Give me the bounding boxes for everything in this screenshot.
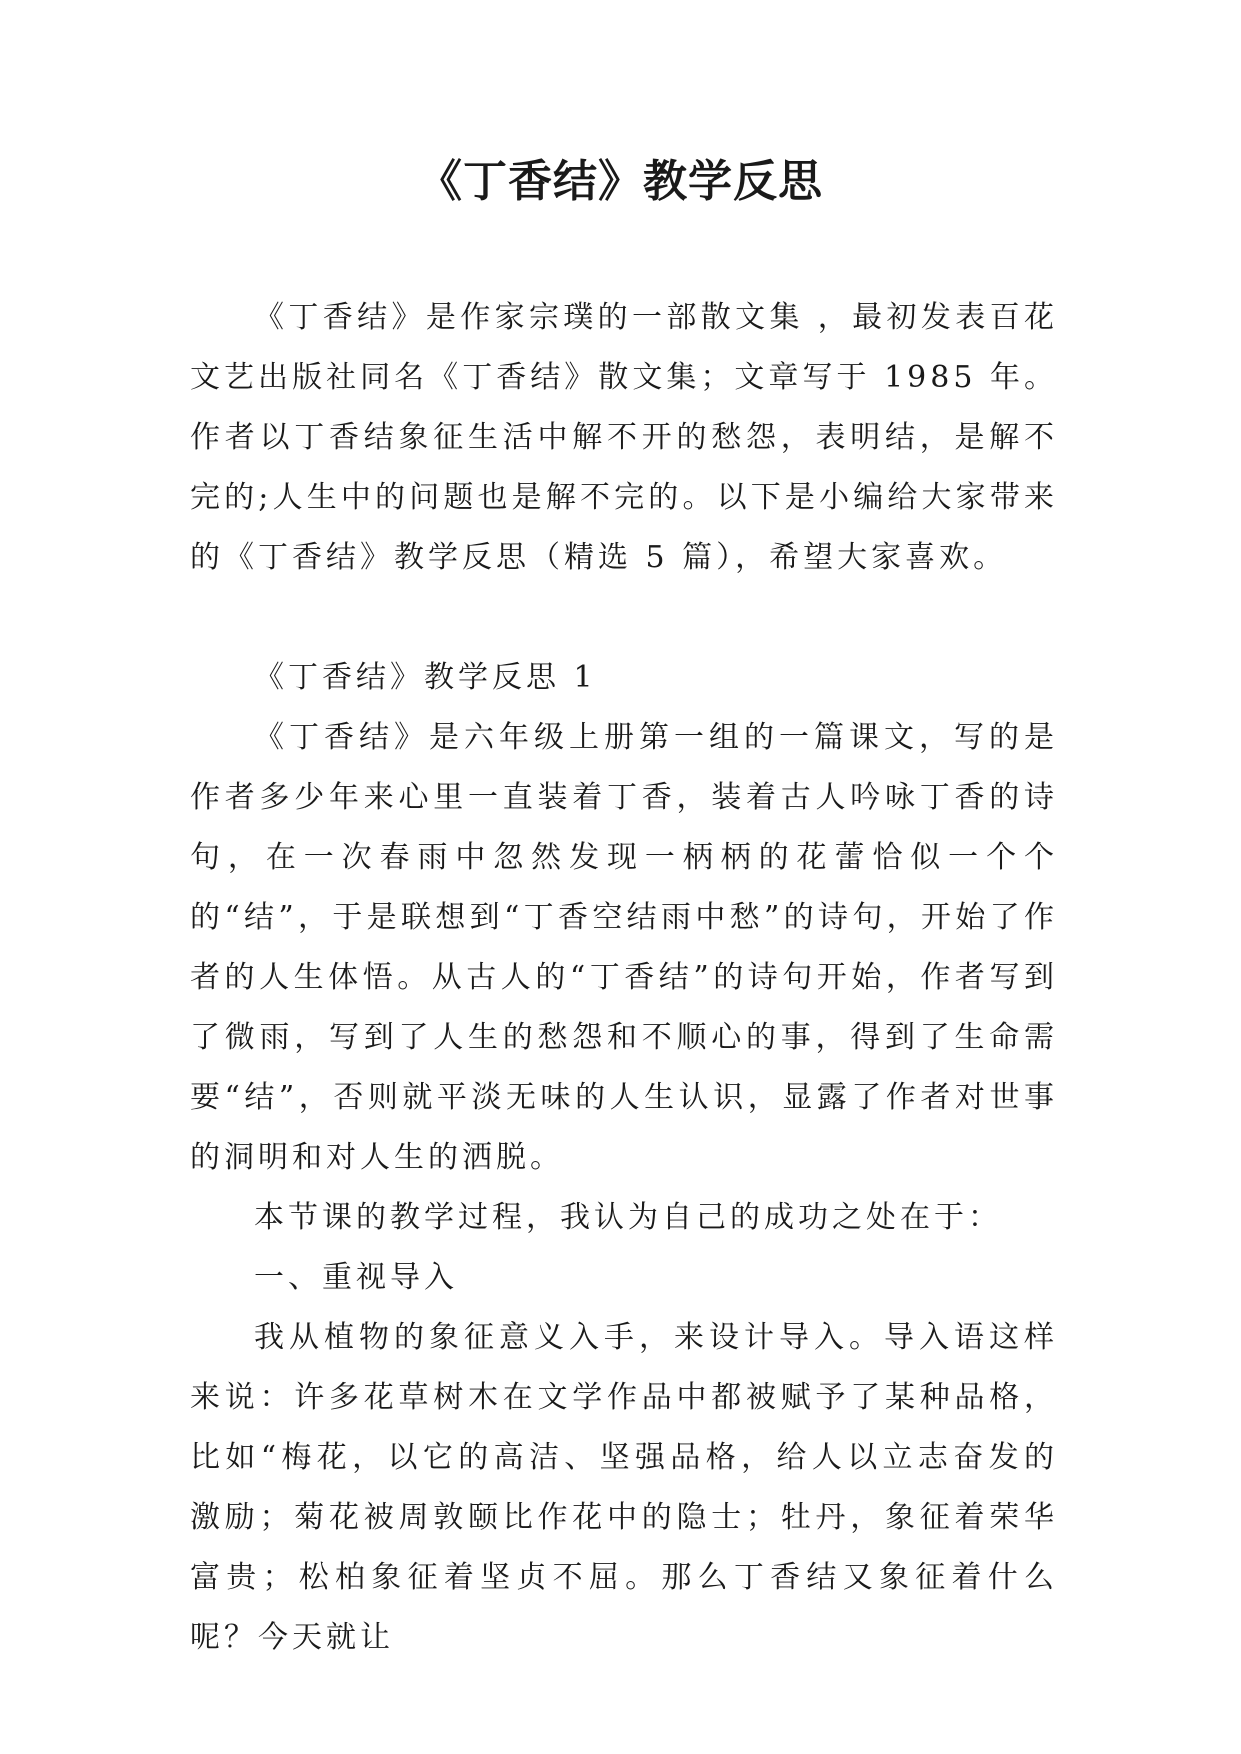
subheading-paragraph: 一、重视导入 xyxy=(254,1260,458,1295)
paragraph-spacer xyxy=(190,588,1058,648)
body-paragraph: 本节课的教学过程，我认为自己的成功之处在于： xyxy=(254,1200,1002,1235)
body-paragraph: 我从植物的象征意义入手，来设计导入。导入语这样来说：许多花草树木在文学作品中都被赋予了某种品格，比如“梅花，以它的高洁、坚强品格，给人以立志奋发的激励；菊花被周敦颐比作花中的隐士；牡丹，象征着荣华富贵；松柏象征着坚贞不屈。那么丁香结又象征着什么呢？今天就让 xyxy=(190,1320,1058,1655)
document-title: 《丁香结》教学反思 xyxy=(418,156,823,207)
intro-paragraph: 《丁香结》是作家宗璞的一部散文集 ，最初发表百花文艺出版社同名《丁香结》散文集；文章写于 1985 年。作者以丁香结象征生活中解不开的愁怨，表明结，是解不完的;人生中的问题也是解不完的。以下是小编给大家带来的《丁香结》教学反思（精选 5 篇），希望大家喜欢。 xyxy=(190,300,1058,575)
body-paragraph: 《丁香结》是六年级上册第一组的一篇课文，写的是作者多少年来心里一直装着丁香，装着古人吟咏丁香的诗句，在一次春雨中忽然发现一柄柄的花蕾恰似一个个的“结”，于是联想到“丁香空结雨中愁”的诗句，开始了作者的人生体悟。从古人的“丁香结”的诗句开始，作者写到了微雨，写到了人生的愁怨和不顺心的事，得到了生命需要“结”，否则就平淡无味的人生认识，显露了作者对世事的洞明和对人生的洒脱。 xyxy=(190,720,1058,1175)
document-body xyxy=(190,288,1058,1668)
section-heading: 《丁香结》教学反思 1 xyxy=(254,660,597,695)
